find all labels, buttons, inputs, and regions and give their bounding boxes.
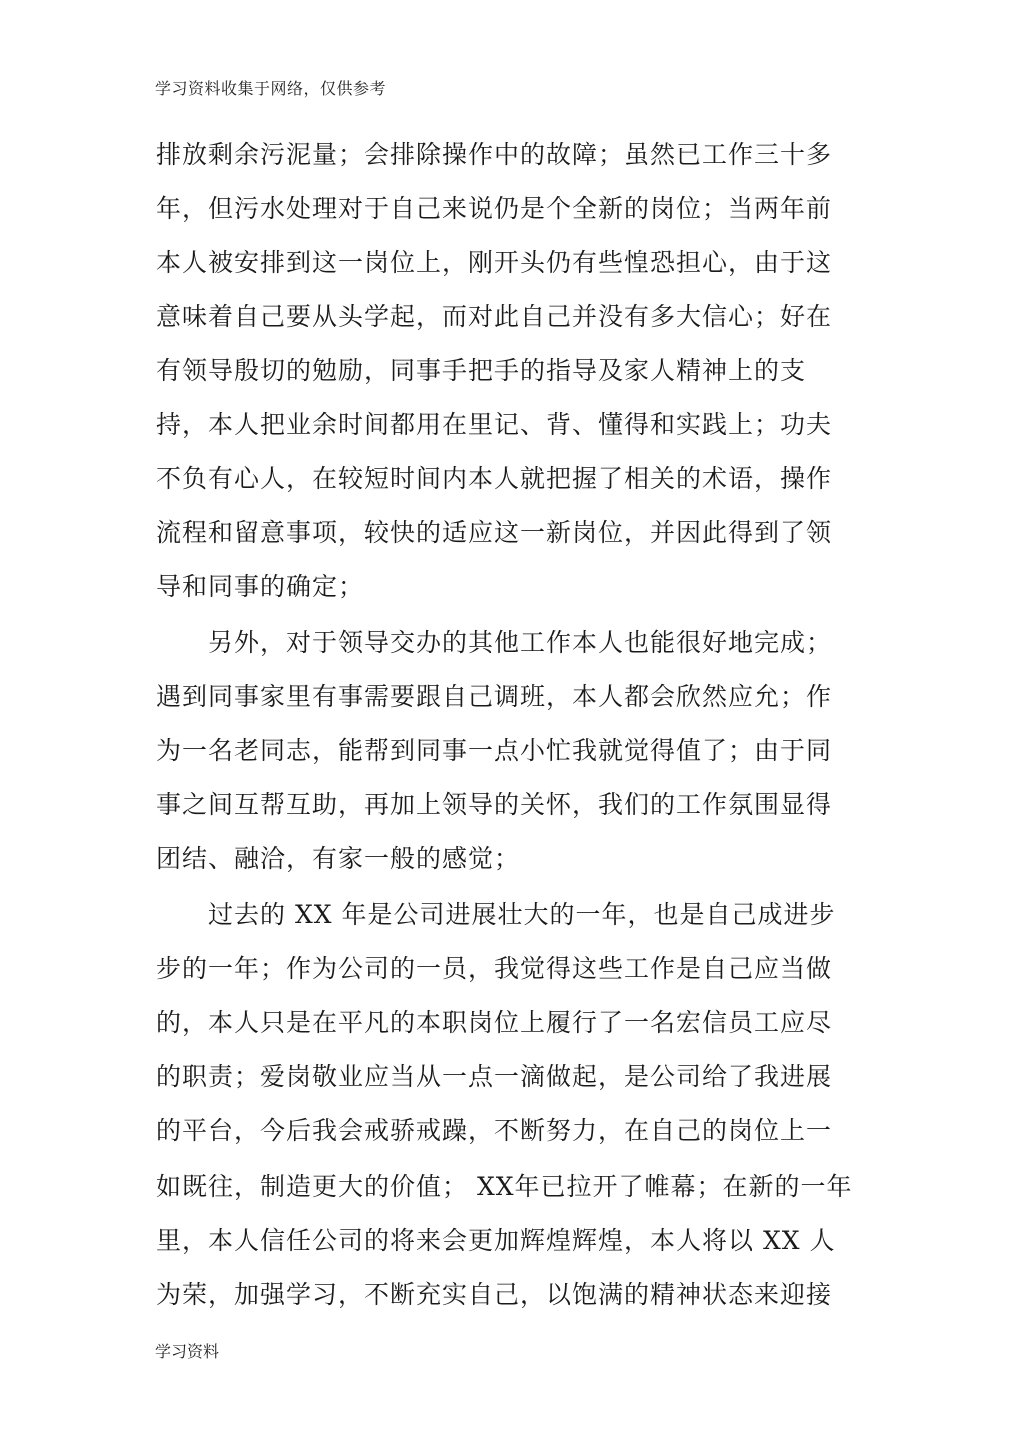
text-line: 排放剩余污泥量；会排除操作中的故障；虽然已工作三十多 xyxy=(156,140,833,169)
text-line: 为一名老同志，能帮到同事一点小忙我就觉得值了；由于同 xyxy=(156,736,833,765)
text-line: 有领导殷切的勉励，同事手把手的指导及家人精神上的支 xyxy=(156,356,807,385)
text-line: 为荣，加强学习，不断充实自己，以饱满的精神状态来迎接 xyxy=(156,1280,833,1309)
text-line: 导和同事的确定； xyxy=(156,572,365,601)
text-line: 意味着自己要从头学起，而对此自己并没有多大信心；好在 xyxy=(156,302,833,331)
text-line: 步的一年；作为公司的一员，我觉得这些工作是自己应当做 xyxy=(156,954,833,983)
text-line: 流程和留意事项，较快的适应这一新岗位，并因此得到了领 xyxy=(156,518,833,547)
page-header: 学习资料收集于网络，仅供参考 xyxy=(155,79,387,98)
text-line: 团结、融洽，有家一般的感觉； xyxy=(156,844,521,873)
text-line: 里，本人信任公司的将来会更加辉煌辉煌，本人将以 XX 人 xyxy=(156,1226,836,1255)
text-line: 不负有心人，在较短时间内本人就把握了相关的术语，操作 xyxy=(156,464,833,493)
text-line: 的，本人只是在平凡的本职岗位上履行了一名宏信员工应尽 xyxy=(156,1008,833,1037)
text-line: 另外，对于领导交办的其他工作本人也能很好地完成； xyxy=(208,628,833,657)
text-line: 持，本人把业余时间都用在里记、背、懂得和实践上；功夫 xyxy=(156,410,833,439)
text-line: 的职责；爱岗敬业应当从一点一滴做起，是公司给了我进展 xyxy=(156,1062,833,1091)
text-line: 如既往，制造更大的价值； XX年已拉开了帷幕；在新的一年 xyxy=(156,1172,853,1201)
text-line: 本人被安排到这一岗位上，刚开头仍有些惶恐担心，由于这 xyxy=(156,248,833,277)
text-line: 年，但污水处理对于自己来说仍是个全新的岗位；当两年前 xyxy=(156,194,833,223)
text-line: 过去的 XX 年是公司进展壮大的一年，也是自己成进步 xyxy=(208,900,836,929)
page-footer: 学习资料 xyxy=(155,1342,220,1361)
text-line: 事之间互帮互助，再加上领导的关怀，我们的工作氛围显得 xyxy=(156,790,833,819)
text-line: 遇到同事家里有事需要跟自己调班，本人都会欣然应允；作 xyxy=(156,682,833,711)
text-line: 的平台，今后我会戒骄戒躁，不断努力，在自己的岗位上一 xyxy=(156,1116,833,1145)
